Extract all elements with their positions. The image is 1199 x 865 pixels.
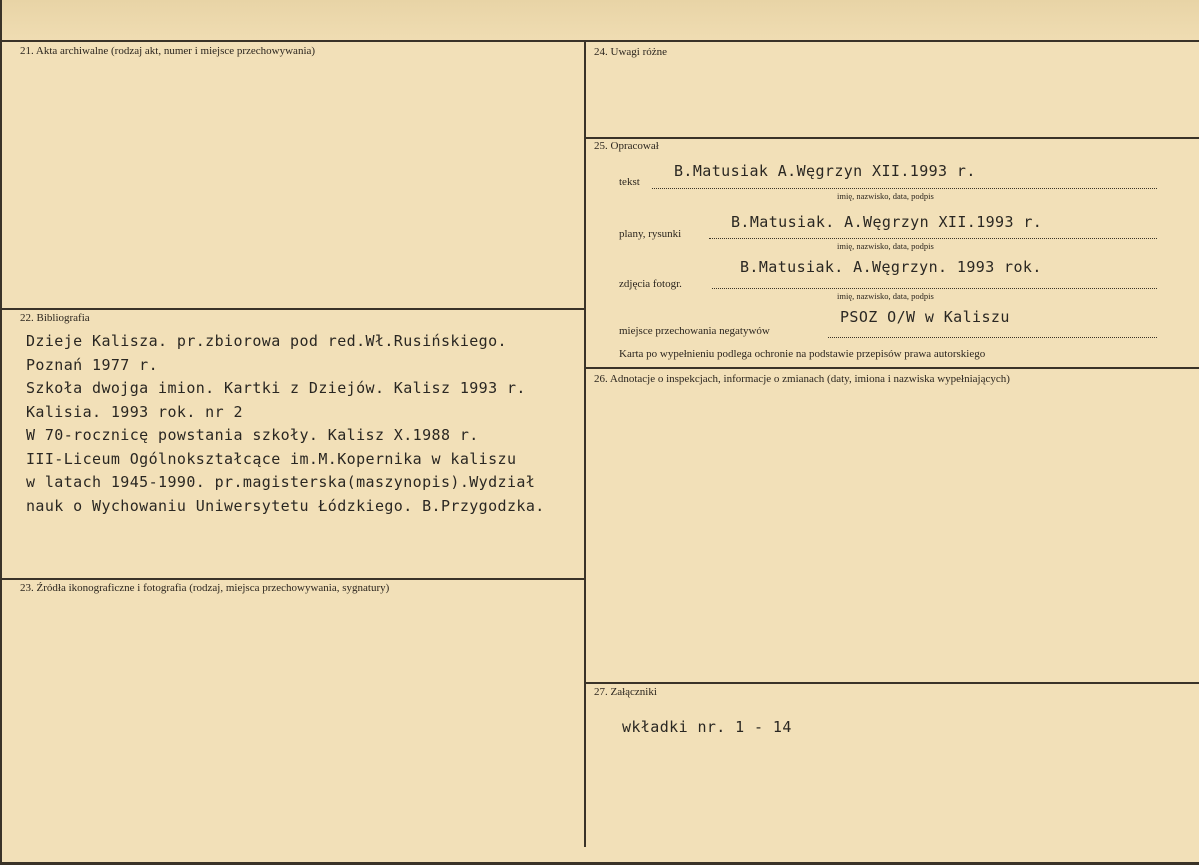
attachments-value: wkładki nr. 1 - 14 <box>622 718 792 736</box>
zdjecia-hint: imię, nazwisko, data, podpis <box>837 291 934 301</box>
bibliography-line: Dzieje Kalisza. pr.zbiorowa pod red.Wł.Rusińskiego. <box>26 332 507 350</box>
bibliography-line: Poznań 1977 r. <box>26 355 159 374</box>
negatywy-value: PSOZ O/W w Kaliszu <box>840 308 1010 326</box>
section-24-label: 24. Uwagi różne <box>594 46 668 58</box>
tekst-value: B.Matusiak A.Węgrzyn XII.1993 r. <box>674 162 976 180</box>
bibliography-line: III-Liceum Ogólnokształcące im.M.Kopernika w kaliszu <box>26 449 517 468</box>
negatywy-label: miejsce przechowania negatywów <box>619 325 770 337</box>
bibliography-line: Kalisia. 1993 rok. nr 2 <box>26 402 243 421</box>
zdjecia-label: zdjęcia fotogr. <box>619 278 682 290</box>
tekst-hint: imię, nazwisko, data, podpis <box>837 191 934 201</box>
top-rule <box>2 40 1199 42</box>
plany-value: B.Matusiak. A.Węgrzyn XII.1993 r. <box>731 213 1043 231</box>
section-27-label: 27. Załączniki <box>594 686 657 698</box>
tekst-label: tekst <box>619 176 640 188</box>
section-26-label: 26. Adnotacje o inspekcjach, informacje o zmianach (daty, imiona i nazwiska wypełniających) <box>594 373 1010 385</box>
tekst-line <box>652 188 1157 189</box>
zdjecia-line <box>712 288 1157 289</box>
rule-25-26 <box>585 367 1199 369</box>
bibliography-line: Szkoła dwojga imion. Kartki z Dziejów. Kalisz 1993 r. <box>26 379 526 397</box>
section-25-label: 25. Opracował <box>594 140 659 152</box>
zdjecia-value: B.Matusiak. A.Węgrzyn. 1993 rok. <box>740 258 1042 276</box>
bibliography-line: W 70-rocznicę powstania szkoły. Kalisz X.1988 r. <box>26 426 479 444</box>
bibliography-line: nauk o Wychowaniu Uniwersytetu Łódzkiego. B.Przygodzka. <box>26 496 545 515</box>
rule-22-23 <box>2 578 585 580</box>
bibliography-line: w latach 1945-1990. pr.magisterska(maszynopis).Wydział <box>26 473 536 491</box>
plany-label: plany, rysunki <box>619 228 682 240</box>
rule-26-27 <box>585 682 1199 684</box>
plany-hint: imię, nazwisko, data, podpis <box>837 241 934 251</box>
negatywy-line <box>828 337 1157 338</box>
section-21-label: 21. Akta archiwalne (rodzaj akt, numer i miejsce przechowywania) <box>20 45 316 57</box>
center-divider <box>584 41 586 847</box>
section-23-label: 23. Źródła ikonograficzne i fotografia (rodzaj, miejsca przechowywania, sygnatury) <box>20 582 390 594</box>
copyright-note: Karta po wypełnieniu podlega ochronie na podstawie przepisów prawa autorskiego <box>619 348 986 360</box>
section-22-label: 22. Bibliografia <box>20 312 90 324</box>
rule-24-25 <box>585 137 1199 139</box>
card-top-edge <box>2 0 1199 42</box>
rule-21-22 <box>2 308 585 310</box>
plany-line <box>709 238 1157 239</box>
bibliography-text <box>26 330 545 518</box>
